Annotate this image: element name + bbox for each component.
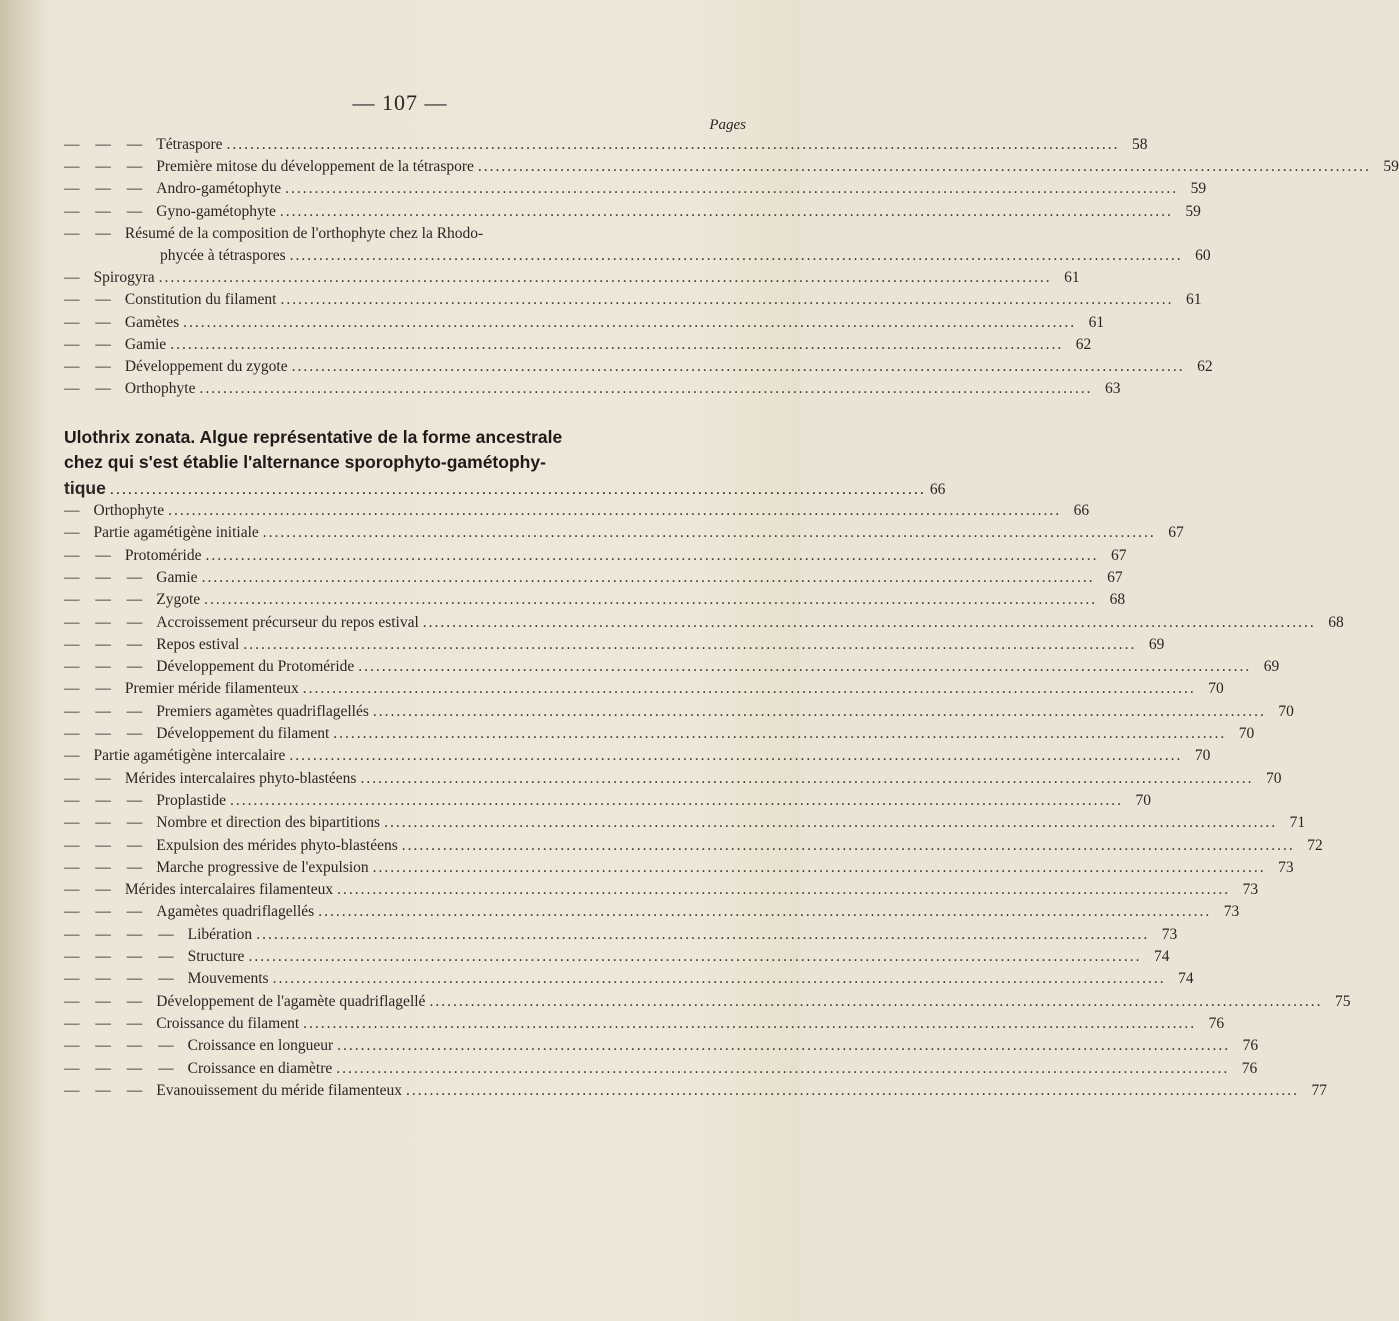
- entry-page-number: 62: [1075, 335, 1092, 353]
- entry-page-number: 76: [1242, 1037, 1259, 1055]
- entry-dashes: — — —: [64, 613, 149, 631]
- entry-dashes: — — —: [64, 992, 149, 1010]
- leader-dots: [202, 569, 1095, 587]
- entry-dashes: — — —: [64, 1081, 149, 1099]
- entry-page-number: 69: [1148, 635, 1165, 653]
- entry-dashes: — —: [64, 335, 117, 353]
- leader-dots: [337, 881, 1230, 899]
- section-heading-line-2: chez qui s'est établie l'alternance sporophyto-gamétophy-: [64, 452, 546, 472]
- entry-dashes: — — — —: [64, 925, 180, 943]
- entry-dashes: — — —: [64, 158, 149, 176]
- entry-title: Premier méride filamenteux: [124, 680, 299, 698]
- entry-page-number: 58: [1132, 136, 1148, 153]
- entry-dashes: —: [64, 502, 86, 519]
- entry-page-number: 63: [1104, 380, 1121, 398]
- leader-dots: [337, 1037, 1230, 1055]
- leader-dots: [256, 926, 1149, 944]
- leader-dots: [358, 658, 1251, 676]
- leader-dots: [423, 614, 1316, 632]
- toc-entry: [64, 1037, 1259, 1059]
- leader-dots: [248, 948, 1141, 966]
- entry-page-number: 70: [1208, 680, 1224, 698]
- entry-dashes: — — —: [64, 635, 149, 653]
- entry-title: Développement du Protoméride: [156, 658, 355, 676]
- entry-dashes: — —: [64, 358, 117, 375]
- leader-dots: [406, 1082, 1299, 1100]
- entry-page-number: 70: [1194, 747, 1211, 765]
- entry-page-number: 77: [1311, 1081, 1328, 1099]
- leader-dots: [230, 792, 1123, 810]
- entry-page-number: 69: [1263, 658, 1280, 676]
- toc-entry: [64, 546, 1127, 569]
- entry-page-number: 59: [1190, 180, 1207, 198]
- toc-entry: [64, 502, 1090, 524]
- leader-dots: [333, 725, 1226, 743]
- entry-title: Premiers agamètes quadriflagellés: [156, 702, 369, 720]
- entry-page-number: 76: [1241, 1059, 1258, 1077]
- leader-dots: [336, 1060, 1229, 1078]
- entry-title: Agamètes quadriflagellés: [156, 903, 315, 921]
- entry-page-number: 68: [1328, 613, 1344, 631]
- entry-page-number: 76: [1208, 1014, 1225, 1032]
- entry-dashes: — — —: [64, 903, 149, 921]
- section-heading-page: 66: [929, 481, 946, 498]
- leader-dots: [318, 903, 1211, 921]
- entry-page-number: 74: [1153, 948, 1170, 965]
- toc-entry: [64, 970, 1194, 992]
- toc-entry: [64, 680, 1224, 702]
- entry-title: Andro-gamétophyte: [156, 180, 282, 198]
- leader-dots: [429, 993, 1322, 1011]
- entry-title: Mérides intercalaires phyto-blastéens: [124, 769, 357, 787]
- toc-entry: [64, 725, 1255, 747]
- toc-entry: [64, 1081, 1328, 1104]
- leader-dots: [204, 591, 1097, 609]
- entry-page-number: 70: [1278, 702, 1294, 720]
- entry-title: Développement du filament: [156, 725, 330, 742]
- entry-dashes: — — —: [64, 1014, 149, 1032]
- toc-entry: [64, 568, 1123, 591]
- entry-page-number: 67: [1111, 546, 1127, 564]
- entry-title: Croissance du filament: [156, 1014, 300, 1032]
- entry-page-number: 70: [1135, 791, 1151, 809]
- entry-page-number: 67: [1107, 568, 1123, 586]
- leader-dots: [360, 770, 1253, 788]
- entry-page-number: 60: [1195, 247, 1211, 264]
- toc-entry: [64, 925, 1178, 948]
- toc-entry: [64, 992, 1351, 1015]
- toc-entry: [64, 881, 1259, 903]
- entry-dashes: — — — —: [64, 970, 180, 988]
- entry-page-number: 73: [1223, 903, 1240, 921]
- entry-title: Marche progressive de l'expulsion: [156, 858, 369, 876]
- entry-dashes: — —: [64, 224, 117, 242]
- leader-dots: ........................................................................................................................................: [109, 481, 926, 498]
- entry-page-number: 73: [1161, 925, 1178, 943]
- entry-title: Partie agamétigène initiale: [93, 524, 259, 542]
- entry-dashes: —: [64, 524, 86, 542]
- entry-page-number: 73: [1278, 858, 1294, 876]
- toc-entry: [64, 1059, 1258, 1082]
- toc-entry: [64, 613, 1344, 636]
- leader-dots: [243, 636, 1136, 654]
- entry-page-number: 73: [1242, 881, 1259, 899]
- page-number: — 107 —: [352, 90, 448, 115]
- entry-dashes: — — —: [64, 814, 149, 832]
- entry-title: Développement du zygote: [124, 358, 288, 375]
- leader-dots: [289, 747, 1182, 765]
- entry-page-number: 59: [1185, 202, 1201, 220]
- entry-title: Libération: [187, 925, 253, 943]
- entry-title: Gamie: [156, 568, 198, 586]
- toc-entry: [64, 702, 1294, 725]
- entry-title: Accroissement précurseur du repos estival: [156, 613, 419, 631]
- entry-dashes: — —: [64, 680, 117, 698]
- entry-dashes: — — —: [64, 202, 149, 220]
- entry-page-number: 71: [1289, 814, 1306, 832]
- entry-page-number: 61: [1185, 291, 1202, 309]
- leader-dots: [384, 814, 1277, 832]
- leader-dots: [206, 547, 1099, 565]
- entry-page-number: 62: [1197, 358, 1213, 375]
- toc-entry: [64, 658, 1280, 680]
- entry-page-number: 66: [1073, 502, 1090, 519]
- entry-title: Protoméride: [124, 546, 202, 564]
- entry-dashes: — — —: [64, 791, 149, 809]
- entry-dashes: — — —: [64, 702, 149, 720]
- entry-title: Repos estival: [156, 635, 240, 653]
- entry-title: Première mitose du développement de la tétraspore: [156, 158, 474, 176]
- entry-title: Partie agamétigène intercalaire: [93, 747, 286, 765]
- toc-entry: [64, 858, 1294, 881]
- section-heading-line-1: Ulothrix zonata. Algue représentative de la forme ancestrale: [64, 427, 563, 447]
- entry-title: Structure: [187, 948, 245, 965]
- entry-dashes: — — — —: [64, 1059, 180, 1077]
- entry-dashes: — —: [64, 881, 117, 899]
- leader-dots: [303, 680, 1196, 698]
- pages-column-label: Pages: [709, 117, 746, 133]
- entry-page-number: 74: [1178, 970, 1194, 988]
- leader-dots: [373, 859, 1266, 877]
- entry-dashes: — —: [64, 380, 117, 398]
- entry-title: Nombre et direction des bipartitions: [156, 814, 381, 832]
- entry-page-number: 72: [1307, 836, 1323, 854]
- entry-dashes: — — — —: [64, 948, 180, 965]
- toc-entry: [64, 814, 1306, 836]
- entry-dashes: — —: [64, 291, 117, 309]
- entry-dashes: — — —: [64, 725, 149, 742]
- toc-entry: [64, 791, 1151, 814]
- entry-title: Développement de l'agamète quadriflagellé: [156, 992, 426, 1010]
- entry-dashes: — — — —: [64, 1037, 180, 1055]
- toc-entry: [64, 903, 1240, 925]
- entry-page-number: 70: [1238, 725, 1255, 742]
- entry-dashes: — — —: [64, 591, 149, 609]
- section-heading-tail: tique: [64, 478, 106, 498]
- toc-entry: [64, 524, 1184, 546]
- entry-title: Tétraspore: [156, 136, 223, 153]
- toc-entry: [64, 635, 1165, 658]
- entry-page-number: 61: [1088, 313, 1105, 331]
- entry-dashes: — — —: [64, 836, 149, 854]
- leader-dots: [273, 970, 1166, 988]
- entry-title: Gamètes: [124, 313, 180, 331]
- entry-title: Zygote: [156, 591, 201, 609]
- toc-entry: [64, 591, 1126, 613]
- leader-dots: [168, 502, 1061, 520]
- leader-dots: [263, 524, 1156, 542]
- entry-page-number: 75: [1334, 992, 1351, 1010]
- entry-title: Evanouissement du méride filamenteux: [156, 1081, 403, 1099]
- entry-page-number: 61: [1064, 269, 1080, 287]
- entry-dashes: — — —: [64, 568, 149, 586]
- entry-title: Gamie: [124, 335, 167, 353]
- entry-title: Proplastide: [156, 791, 226, 809]
- entry-dashes: — —: [64, 313, 117, 331]
- entry-dashes: — —: [64, 546, 117, 564]
- entry-title: Croissance en diamètre: [187, 1059, 333, 1077]
- entry-title: phycée à tétraspores: [160, 247, 286, 264]
- toc-entry: [64, 769, 1282, 792]
- entry-title: Expulsion des mérides phyto-blastéens: [156, 836, 398, 854]
- entry-title: Orthophyte: [93, 502, 165, 519]
- entry-dashes: — — —: [64, 658, 149, 676]
- entry-dashes: —: [64, 269, 86, 287]
- toc-entry: [64, 948, 1170, 970]
- leader-dots: [402, 837, 1295, 855]
- entry-page-number: 68: [1109, 591, 1126, 609]
- entry-dashes: —: [64, 747, 86, 765]
- toc-entry: [64, 1014, 1225, 1037]
- entry-page-number: 67: [1168, 524, 1184, 542]
- entry-title: Résumé de la composition de l'orthophyte chez la Rhodo-: [124, 224, 484, 242]
- entry-dashes: — — —: [64, 858, 149, 876]
- toc-entry: [64, 836, 1323, 859]
- entry-title: Spirogyra: [93, 269, 155, 287]
- leader-dots: [303, 1015, 1196, 1033]
- entry-title: Constitution du filament: [124, 291, 277, 309]
- entry-dashes: — — —: [64, 180, 149, 198]
- entry-title: Croissance en longueur: [187, 1037, 334, 1055]
- toc-entry: [64, 747, 1211, 769]
- entry-title: Gyno-gamétophyte: [156, 202, 276, 220]
- entry-page-number: 70: [1265, 769, 1282, 787]
- entry-page-number: 59: [1383, 158, 1399, 176]
- entry-title: Mouvements: [187, 970, 269, 988]
- entry-dashes: — — —: [64, 136, 149, 153]
- entry-dashes: — —: [64, 769, 117, 787]
- entry-title: Orthophyte: [124, 380, 196, 398]
- leader-dots: [373, 703, 1266, 721]
- entry-title: Mérides intercalaires filamenteux: [124, 881, 334, 899]
